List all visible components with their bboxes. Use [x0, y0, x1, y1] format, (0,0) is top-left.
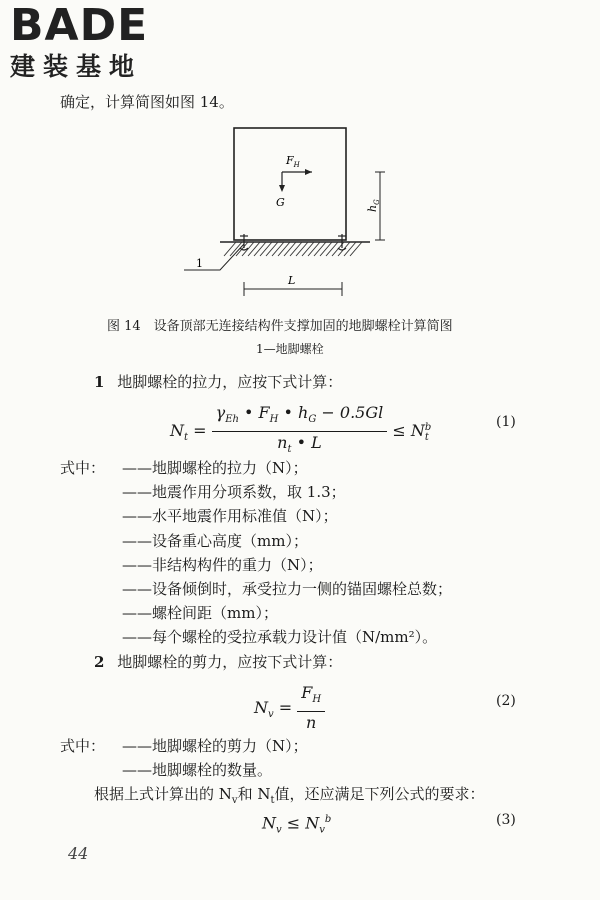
- intro-text: 确定，计算简图如图 14。: [60, 93, 234, 111]
- where1-description: ——地脚螺栓的拉力（N）；: [122, 459, 308, 477]
- equation-1: $N_t$ = $\frac{\gamma_{Eh} • F_H • h_G - 0.5Gl}{n_t • L}$ ≤ $N_t^b$: [170, 402, 431, 461]
- eq1-rhs: $N_t^b$: [410, 421, 432, 444]
- logo-wordmark: BADE: [10, 0, 149, 51]
- where1-description: ——水平地震作用标准值（N）；: [122, 507, 338, 526]
- figure-caption: 图 14 设备顶部无连接结构件支撑加固的地脚螺栓计算简图: [107, 319, 453, 334]
- section-1-text: 地脚螺栓的拉力，应按下式计算：: [117, 373, 343, 391]
- ground-hatching: [224, 242, 362, 256]
- section-1-number: 1: [94, 373, 105, 391]
- gravity-arrowhead: [279, 185, 285, 192]
- bolt-leader-label: 1: [196, 257, 203, 270]
- where-prefix-2: 式中：: [60, 737, 106, 755]
- section-2-number: 2: [94, 653, 105, 671]
- logo-subtitle: 建装基地: [10, 52, 143, 81]
- eq1-fraction: [212, 402, 388, 461]
- eq1-denominator: $n_t$ • L: [277, 433, 322, 456]
- section-2-text: 地脚螺栓的剪力，应按下式计算：: [117, 653, 343, 671]
- eq2-fraction: [297, 682, 325, 734]
- force-label: $F_H$: [286, 154, 300, 169]
- where-prefix-1: 式中：: [60, 459, 106, 477]
- eq3-number: (3): [496, 812, 516, 828]
- where2-description: ——地脚螺栓的剪力（N）；: [122, 737, 308, 755]
- eq2-number: (2): [496, 693, 516, 709]
- eq2-lhs: $N_v$ =: [254, 697, 293, 720]
- where1-description: ——螺栓间距（mm）；: [122, 604, 278, 623]
- figure-caption-note: 1—地脚螺栓: [256, 342, 324, 356]
- horizontal-force-arrowhead: [305, 169, 312, 175]
- where2-description: ——地脚螺栓的数量。: [122, 761, 273, 779]
- where1-description: ——每个螺栓的受拉承载力设计值（N/mm²）。: [122, 628, 438, 647]
- section-2-heading: [94, 652, 342, 672]
- equation-3: $N_v \le N_v^b$: [262, 813, 332, 836]
- eq1-numerator: $\gamma_{Eh}$ • $F_H$ • $h_G - 0.5Gl$: [212, 402, 388, 432]
- where1-description: ——设备倾倒时，承受拉力一侧的锚固螺栓总数；: [122, 580, 453, 598]
- where1-description: ——地震作用分项系数，取 1.3；: [122, 483, 346, 502]
- eq1-lhs: $N_t$: [170, 421, 189, 444]
- span-label: L: [288, 274, 296, 287]
- where1-description: ——非结构构件的重力（N）；: [122, 555, 323, 574]
- section-1-heading: [94, 372, 342, 392]
- where1-description: ——设备重心高度（mm）；: [122, 531, 308, 550]
- eq1-number: (1): [496, 414, 516, 430]
- eq2-denominator: n: [306, 713, 317, 733]
- gravity-label: G: [276, 196, 285, 209]
- height-label: $h_G$: [366, 199, 381, 212]
- figure-14-diagram: [180, 122, 410, 302]
- equation-2: [254, 682, 325, 734]
- equipment-box: [234, 128, 346, 240]
- requirement-paragraph: 根据上式计算出的 $N_v$和 $N_t$值，还应满足下列公式的要求：: [94, 785, 485, 806]
- eq2-numerator: $F_H$: [297, 682, 325, 712]
- bolt-leader-line: [184, 244, 244, 270]
- page-number: 44: [68, 844, 89, 863]
